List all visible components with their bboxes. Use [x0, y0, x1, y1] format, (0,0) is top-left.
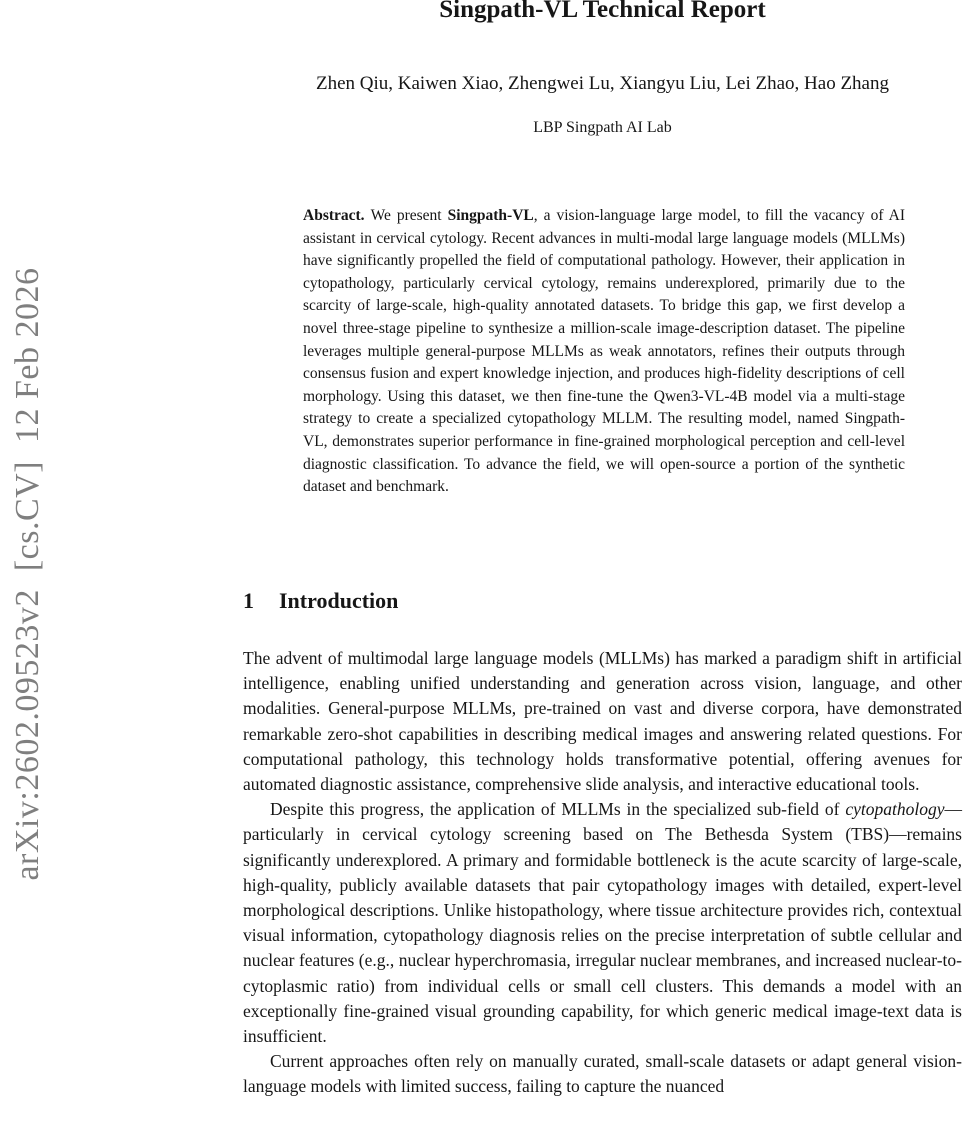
affiliation: LBP Singpath AI Lab: [533, 119, 672, 136]
section-heading-introduction: [243, 588, 962, 614]
paper-title: Singpath-VL Technical Report: [439, 0, 766, 23]
abstract-block: [303, 205, 905, 499]
abstract-text: We present Singpath-VL, a vision-language large model, to fill the vacancy of AI assistant in cervical cytology. Recent advances in multi-modal large language models (MLLMs) have significantly propelled the field of computational pathology. However, their application in cytopathology, particularly cervical cytology, remains underexplored, primarily due to the scarcity of large-scale, high-quality annotated datasets. To bridge this gap, we first develop a novel three-stage pipeline to synthesize a million-scale image-description dataset. The pipeline leverages multiple general-purpose MLLMs as weak annotators, refines their outputs through consensus fusion and expert knowledge injection, and produces high-fidelity descriptions of cell morphology. Using this dataset, we then fine-tune the Qwen3-VL-4B model via a multi-stage strategy to create a specialized cytopathology MLLM. The resulting model, named Singpath-VL, demonstrates superior performance in fine-grained morphological perception and cell-level diagnostic classification. To advance the field, we will open-source a portion of the synthetic dataset and benchmark.: [303, 207, 905, 496]
section-number: 1: [243, 588, 254, 613]
introduction-body: [243, 646, 962, 1100]
abstract-label: Abstract.: [303, 207, 365, 224]
paragraph-3: Current approaches often rely on manually curated, small-scale datasets or adapt general vision-language models with limited success, failing to capture the nuanced: [243, 1051, 962, 1097]
section-title: Introduction: [279, 588, 399, 613]
paragraph-1: The advent of multimodal large language models (MLLMs) has marked a paradigm shift in artificial intelligence, enabling unified understanding and generation across vision, language, and other modalities. General-purpose MLLMs, pre-trained on vast and diverse corpora, have demonstrated remarkable zero-shot capabilities in describing medical images and answering related questions. For computational pathology, this technology holds transformative potential, offering avenues for automated diagnostic assistance, comprehensive slide analysis, and interactive educational tools.: [243, 648, 962, 795]
arxiv-watermark: arXiv:2602.09523v2 [cs.CV] 12 Feb 2026: [9, 267, 46, 881]
author-list: Zhen Qiu, Kaiwen Xiao, Zhengwei Lu, Xiangyu Liu, Lei Zhao, Hao Zhang: [315, 73, 889, 94]
paragraph-2: Despite this progress, the application of MLLMs in the specialized sub-field of cytopathology—particularly in cervical cytology screening based on The Bethesda System (TBS)—remains significantly underexplored. A primary and formidable bottleneck is the acute scarcity of large-scale, high-quality, publicly available datasets that pair cytopathology images with detailed, expert-level morphological descriptions. Unlike histopathology, where tissue architecture provides rich, contextual visual information, cytopathology diagnosis relies on the precise interpretation of subtle cellular and nuclear features (e.g., nuclear hyperchromasia, irregular nuclear membranes, and increased nuclear-to-cytoplasmic ratio) from individual cells or small cell clusters. This demands a model with an exceptionally fine-grained visual grounding capability, for which generic medical image-text data is insufficient.: [243, 799, 962, 1047]
